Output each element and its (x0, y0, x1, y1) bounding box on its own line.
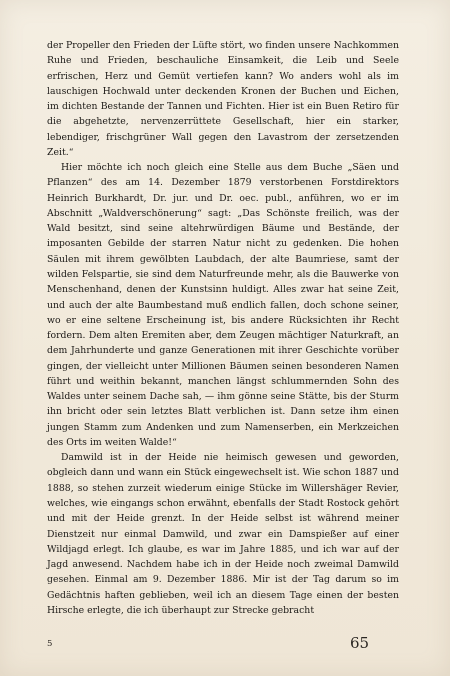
paragraph-2: Hier möchte ich noch gleich eine Stelle aus dem Buche „Säen und Pflanzen“ des am 14. Dezember 1879 verstorbenen Forstdirektors Heinrich Burkhardt, Dr. jur. und Dr. oec. publ., anführen, wo er im Abschnitt „Waldverschönerung“ sagt: „Das Schönste freilich, was der Wald besitzt, sind seine altehrwürdigen Bäume und Bestände, der imposanten Gebilde der starren Natur nicht zu gedenken. Die hohen Säulen mit ihrem gewölbten Laubdach, der alte Baumriese, samt der wilden Felspartie, sie sind dem Naturfreunde mehr, als die Bauwerke von Menschenhand, denen der Kunstsinn huldigt. Alles zwar hat seine Zeit, und auch der alte Baumbestand muß endlich fallen, doch schone seiner, wo er eine seltene Erscheinung ist, bis andere Rücksichten ihr Recht fordern. Dem alten Eremiten aber, dem Zeugen mächtiger Naturkraft, an dem Jahrhunderte und ganze Generationen mit ihrer Geschichte vorüber gingen, der vielleicht unter Millionen Bäumen seinen besonderen Namen führt und weithin bekannt, manchen längst schlummernden Sohn des Waldes unter seinem Dache sah, — ihm gönne seine Stätte, bis der Sturm ihn bricht oder sein letztes Blatt verblichen ist. Dann setze ihm einen jungen Stamm zum Andenken und zum Namenserben, ein Merkzeichen des Orts im weiten Walde!“ (47, 162, 399, 448)
body-text (47, 38, 399, 618)
paragraph-3: Damwild ist in der Heide nie heimisch gewesen und geworden, obgleich dann und wann ein Stück eingewechselt ist. Wie schon 1887 und 1888, so stehen zurzeit wiederum einige Stücke im Willershäger Revier, welches, wie eingangs schon erwähnt, ebenfalls der Stadt Rostock gehört und mit der Heide grenzt. In der Heide selbst ist während meiner Dienstzeit nur einmal Damwild, und zwar ein Damspießer auf einer Wildjagd erlegt. Ich glaube, es war im Jahre 1885, und ich war auf der Jagd anwesend. Nachdem habe ich in der Heide noch zweimal Damwild gesehen. Einmal am 9. Dezember 1886. Mir ist der Tag darum so im Gedächtnis haften geblieben, weil ich an diesem Tage einen der besten Hirsche erlegte, die ich überhaupt zur Strecke gebracht (47, 452, 399, 616)
page-number: 65 (350, 634, 370, 652)
signature-mark: 5 (47, 639, 53, 649)
paragraph-1: der Propeller den Frieden der Lüfte stört, wo finden unsere Nachkommen Ruhe und Frieden, beschauliche Einsamkeit, die Leib und Seele erfrischen, Herz und Gemüt vertiefen kann? Wo anders wohl als im lauschigen Hochwald unter deckenden Kronen der Buchen und Eichen, im dichten Bestande der Tannen und Fichten. Hier ist ein Buen Retiro für die abgehetzte, nervenzerrüttete Gesellschaft, hier ein starker, lebendiger, frischgrüner Wall gegen den Lavastrom der zersetzenden Zeit.“ (47, 40, 399, 158)
